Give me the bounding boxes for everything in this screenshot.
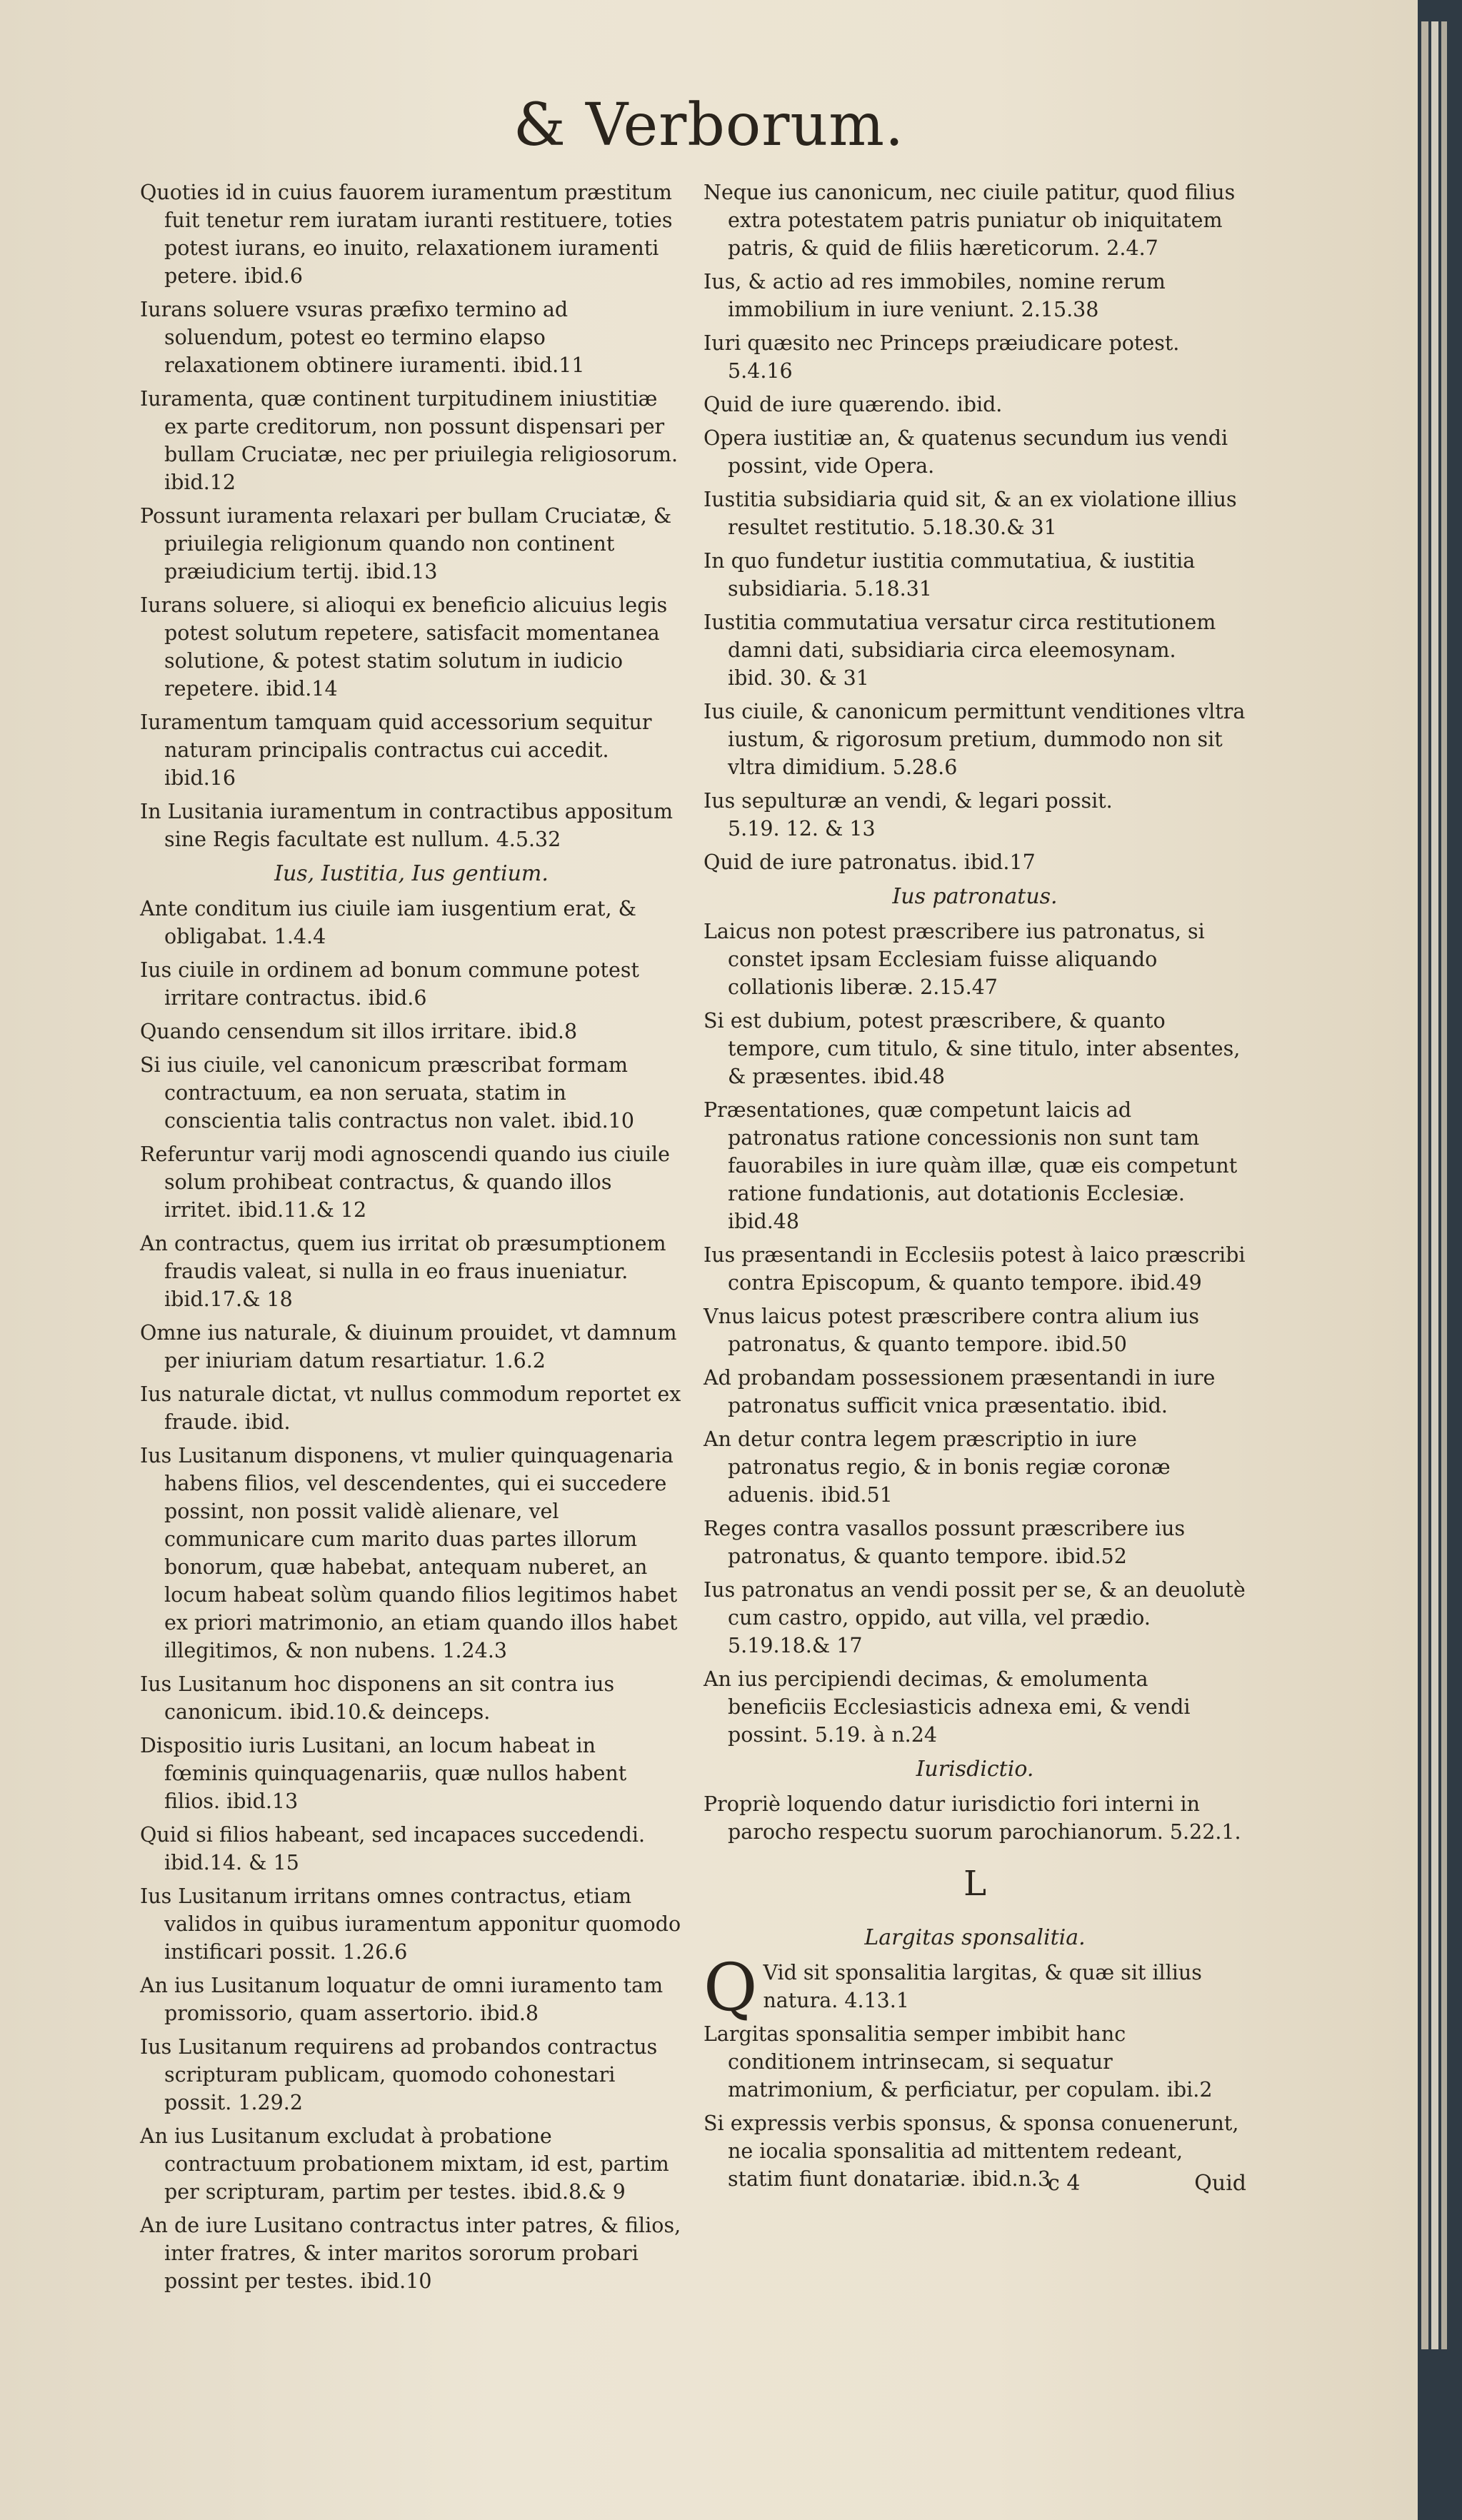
section-heading: Iurisdictio.: [916, 1757, 1034, 1782]
entry-reference: ibid.8: [519, 1020, 578, 1043]
entry-reference: 5.19.18.& 17: [728, 1634, 863, 1657]
entry-reference: 1.24.3: [442, 1639, 508, 1662]
entry-text: Ius ciuile in ordinem ad bonum commune potest irritare contractus.: [140, 958, 639, 1010]
index-entry: [140, 591, 683, 703]
entry-reference: 1.29.2: [238, 2091, 303, 2114]
entry-reference: 4.13.1: [844, 1989, 909, 2012]
index-entry: [140, 1882, 683, 1966]
entry-text: An detur contra legem præscriptio in iure patronatus regio, & in bonis regiæ coronæ aduenis.: [704, 1427, 1171, 1507]
index-entry: [140, 1821, 683, 1877]
entry-text: Iuramenta, quæ continent turpitudinem iniustitiæ ex parte creditorum, non possunt dispensari per bullam Cruciatæ, nec per priuilegia religiosorum.: [140, 387, 679, 466]
entry-reference: ibid.: [244, 1410, 291, 1434]
index-entry: [704, 1096, 1246, 1235]
index-entry: [140, 895, 683, 950]
entry-reference: ibid.6: [368, 986, 427, 1010]
entry-text: Ius Lusitanum irritans omnes contractus, etiam validos in quibus iuramentum apponitur quomodo instificari possit.: [140, 1884, 681, 1964]
entry-reference: ibid. 30. & 31: [728, 666, 869, 690]
entry-reference: ibid.14: [266, 677, 338, 701]
signature-mark: c 4: [1048, 2171, 1081, 2196]
entry-text: In Lusitania iuramentum in contractibus appositum sine Regis facultate est nullum.: [140, 800, 673, 851]
entry-text: Quoties id in cuius fauorem iuramentum præstitum fuit tenetur rem iuratam iuranti restituere, toties potest iurans, eo inuito, relaxationem iuramenti petere.: [140, 181, 673, 288]
index-entry: [140, 1972, 683, 2027]
entry-text: Iustitia commutatiua versatur circa restitutionem damni dati, subsidiaria circa eleemosynam.: [704, 611, 1216, 662]
entry-text: Opera iustitiæ an, & quatenus secundum ius vendi possint, vide Opera.: [704, 426, 1228, 478]
index-entry: [704, 848, 1246, 876]
index-entry: [704, 1302, 1246, 1358]
index-entry: [704, 2020, 1246, 2104]
entry-text: Ius sepulturæ an vendi, & legari possit.: [704, 789, 1113, 813]
entry-reference: 2.15.47: [920, 975, 998, 999]
entry-text: Propriè loquendo datur iurisdictio fori interni in parocho respectu suorum parochianorum.: [704, 1792, 1201, 1844]
entry-reference: ibid.12: [164, 471, 236, 494]
page-edge: [1431, 21, 1438, 2349]
entry-reference: 5.18.30.& 31: [922, 516, 1057, 539]
index-entry: [140, 1140, 683, 1224]
index-entry: [140, 179, 683, 290]
entry-text: An contractus, quem ius irritat ob præsumptionem fraudis valeat, si nulla in eo fraus inueniatur.: [140, 1232, 666, 1283]
page-title: & Verborum.: [513, 91, 905, 159]
entry-text: Si expressis verbis sponsus, & sponsa conuenerunt, ne iocalia sponsalitia ad mittentem redeant, statim fiunt donatariæ.: [704, 2112, 1239, 2191]
entry-text: Vnus laicus potest præscribere contra alium ius patronatus, & quanto tempore.: [704, 1305, 1200, 1356]
entry-text: Ius præsentandi in Ecclesiis potest à laico præscribi contra Episcopum, & quanto tempore.: [704, 1243, 1246, 1295]
entry-reference: ibid.11.& 12: [238, 1198, 367, 1222]
entry-reference: 2.15.38: [1021, 298, 1099, 321]
entry-text: An ius percipiendi decimas, & emolumenta beneficiis Ecclesiasticis adnexa emi, & vendi possint.: [704, 1667, 1191, 1747]
entry-text: Quid de iure patronatus.: [704, 850, 958, 874]
index-entry: [704, 268, 1246, 323]
index-entry: [704, 329, 1246, 385]
entry-reference: 1.26.6: [342, 1940, 408, 1964]
index-entry: [140, 956, 683, 1012]
entry-reference: 5.28.6: [892, 756, 958, 779]
entry-reference: ibid.: [956, 393, 1003, 416]
entry-text: Ad probandam possessionem præsentandi in iure patronatus sufficit vnica præsentatio.: [704, 1366, 1216, 1417]
entry-reference: ibid.6: [244, 264, 303, 288]
entry-text: Ante conditum ius ciuile iam iusgentium erat, & obligabat.: [140, 897, 636, 948]
index-entry: [704, 698, 1246, 781]
entry-reference: ibid.50: [1055, 1332, 1127, 1356]
entry-reference: ibid.: [1122, 1394, 1168, 1417]
entry-reference: ibid.13: [226, 1789, 299, 1813]
index-entry: [140, 502, 683, 586]
entry-text: Si ius ciuile, vel canonicum præscribat formam contractuum, ea non seruata, statim in conscientia talis contractus non valet.: [140, 1053, 629, 1133]
page-edge: [1421, 21, 1428, 2349]
index-entry: [704, 486, 1246, 541]
entry-text: Referuntur varij modi agnoscendi quando ius ciuile solum prohibeat contractus, & quando illos irritet.: [140, 1143, 670, 1222]
entry-text: Ius, & actio ad res immobiles, nomine rerum immobilium in iure veniunt.: [704, 270, 1166, 321]
left-column: [140, 179, 683, 2301]
entry-reference: 1.4.4: [274, 925, 326, 948]
entry-text: Ius ciuile, & canonicum permittunt venditiones vltra iustum, & rigorosum pretium, dummodo non sit vltra dimidium.: [704, 700, 1246, 779]
index-entry: [140, 1732, 683, 1815]
entry-text: Neque ius canonicum, nec ciuile patitur, quod filius extra potestatem patris puniatur ob iniquitatem patris, & quid de filiis hæreticorum.: [704, 181, 1236, 260]
entry-reference: ibid.52: [1055, 1545, 1127, 1568]
index-entry: [140, 1051, 683, 1135]
index-entry: [140, 1380, 683, 1436]
index-entry: [140, 296, 683, 379]
entry-reference: ibid.16: [164, 766, 236, 790]
index-entry: [704, 1790, 1246, 1846]
entry-text: Ius Lusitanum disponens, vt mulier quinquagenaria habens filios, vel descendentes, qui ei succedere possint, non possit validè alienare, vel communicare cum marito duas partes illorum bonorum, quæ habebat, antequam nuberet, an locum habeat solùm quando filios legitimos habet ex priori matrimonio, an etiam quando illos habet illegitimos, & non nubens.: [140, 1444, 678, 1662]
index-entry: [704, 179, 1246, 262]
entry-reference: ibid.10: [360, 2269, 432, 2293]
entry-reference: ibid.17: [963, 850, 1036, 874]
entry-reference: 5.19. 12. & 13: [728, 817, 876, 840]
index-entry: [704, 1949, 1246, 2026]
entry-reference: ibid.14. & 15: [164, 1851, 299, 1874]
index-entry: [704, 1576, 1246, 1660]
entry-text: Ius naturale dictat, vt nullus commodum reportet ex fraude.: [140, 1382, 681, 1434]
entry-text: Si est dubium, potest præscribere, & quanto tempore, cum titulo, & sine titulo, inter absentes, & præsentes.: [704, 1009, 1241, 1088]
index-entry: [704, 1241, 1246, 1297]
index-entry: [140, 385, 683, 496]
entry-text: Omne ius naturale, & diuinum prouidet, vt damnum per iniuriam datum resartiatur.: [140, 1321, 677, 1372]
entry-text: An de iure Lusitano contractus inter patres, & filios, inter fratres, & inter maritos sororum probari possint per testes.: [140, 2214, 681, 2293]
entry-text: Possunt iuramenta relaxari per bullam Cruciatæ, & priuilegia religionum quando non continent præiudicium tertij.: [140, 504, 672, 583]
section-heading: Largitas sponsalitia.: [864, 1925, 1086, 1950]
index-entry: [140, 2212, 683, 2295]
entry-reference: 5.4.16: [728, 359, 793, 383]
index-entry: [140, 708, 683, 792]
index-entry: [704, 918, 1246, 1001]
entry-text: Iustitia subsidiaria quid sit, & an ex violatione illius resultet restitutio.: [704, 488, 1237, 539]
section-heading: Ius patronatus.: [892, 884, 1058, 909]
entry-reference: 5.18.31: [854, 577, 932, 601]
entry-text: Quid de iure quærendo.: [704, 393, 951, 416]
entry-text: Dispositio iuris Lusitani, an locum habeat in fœminis quinquagenariis, quæ nullos habent filios.: [140, 1734, 627, 1813]
index-entry: [140, 2122, 683, 2206]
catchword: Quid: [1194, 2171, 1246, 2196]
entry-text: An ius Lusitanum loquatur de omni iuramento tam promissorio, quam assertorio.: [140, 1974, 664, 2025]
entry-reference: 1.6.2: [494, 1349, 546, 1372]
entry-text: Ius Lusitanum requirens ad probandos contractus scripturam publicam, quomodo cohonestari possit.: [140, 2035, 658, 2114]
index-entry: [704, 787, 1246, 843]
entry-reference: ibid.17.& 18: [164, 1287, 293, 1311]
index-entry: [140, 1319, 683, 1375]
entry-text: Ius Lusitanum hoc disponens an sit contra ius canonicum.: [140, 1672, 615, 1724]
page-edge: [1441, 21, 1447, 2349]
entry-reference: ibid.8.& 9: [523, 2180, 626, 2204]
entry-reference: ibid.11: [513, 353, 585, 377]
index-entry: [140, 798, 683, 853]
index-entry: [704, 1425, 1246, 1509]
index-entry: [704, 547, 1246, 603]
index-entry: [704, 1665, 1246, 1749]
index-entry: [704, 1515, 1246, 1570]
index-entry: [140, 1442, 683, 1665]
entry-reference: 5.19. à n.24: [814, 1723, 938, 1747]
index-entry: [704, 424, 1246, 480]
index-entry: [704, 391, 1246, 418]
entry-reference: ibid.13: [366, 560, 438, 583]
entry-text: Quid si filios habeant, sed incapaces succedendi.: [140, 1823, 646, 1847]
entry-reference: 4.5.32: [496, 828, 561, 851]
entry-reference: ibi.2: [1166, 2078, 1213, 2102]
entry-reference: 5.22.1.: [1169, 1820, 1241, 1844]
entry-reference: ibid.48: [873, 1065, 946, 1088]
entry-text: Iurans soluere, si alioqui ex beneficio alicuius legis potest solutum repetere, satisfacit momentanea solutione, & potest statim solutum in iudicio repetere.: [140, 593, 668, 701]
entry-text: In quo fundetur iustitia commutatiua, & iustitia subsidiaria.: [704, 549, 1196, 601]
page-footer: [704, 2171, 1246, 2207]
entry-reference: ibid.8: [480, 2002, 539, 2025]
entry-text: Quando censendum sit illos irritare.: [140, 1020, 513, 1043]
entry-text: Iuri quæsito nec Princeps præiudicare potest.: [704, 331, 1180, 355]
section-heading: Ius, Iustitia, Ius gentium.: [274, 861, 549, 886]
entry-reference: ibid.n.3: [972, 2167, 1051, 2191]
index-entry: [140, 1230, 683, 1313]
entry-reference: ibid.10: [562, 1109, 634, 1133]
entry-text: An ius Lusitanum excludat à probatione contractuum probationem mixtam, id est, partim per scripturam, partim per testes.: [140, 2124, 669, 2204]
entry-text: Reges contra vasallos possunt præscribere ius patronatus, & quanto tempore.: [704, 1517, 1186, 1568]
index-entry: [140, 2033, 683, 2117]
entry-text: Vid sit sponsalitia largitas, & quæ sit illius natura.: [763, 1961, 1202, 2012]
index-entry: [704, 1364, 1246, 1420]
entry-text: Præsentationes, quæ competunt laicis ad patronatus ratione concessionis non sunt tam fauorabiles in iure quàm illæ, quæ eis competunt ratione fundationis, aut dotationis Ecclesiæ.: [704, 1098, 1238, 1205]
index-entry: [140, 1670, 683, 1726]
entry-reference: ibid.49: [1130, 1271, 1202, 1295]
entry-text: Iuramentum tamquam quid accessorium sequitur naturam principalis contractus cui accedit.: [140, 711, 652, 762]
entry-reference: ibid.10.& deinceps.: [289, 1700, 491, 1724]
drop-cap: Q: [704, 1949, 758, 2026]
entry-reference: ibid.48: [728, 1210, 800, 1233]
entry-text: Iurans soluere vsuras præfixo termino ad soluendum, potest eo termino elapso relaxationem obtinere iuramenti.: [140, 298, 569, 377]
entry-reference: ibid.51: [821, 1483, 893, 1507]
index-entry: [704, 1007, 1246, 1090]
entry-reference: 2.4.7: [1106, 236, 1158, 260]
index-entry: [140, 1018, 683, 1045]
entry-text: Laicus non potest præscribere ius patronatus, si constet ipsam Ecclesiam fuisse aliquando collationis liberæ.: [704, 920, 1205, 999]
index-entry: [704, 608, 1246, 692]
entry-text: Largitas sponsalitia semper imbibit hanc conditionem intrinsecam, si sequatur matrimonium, & perficiatur, per copulam.: [704, 2022, 1161, 2102]
entry-text: Ius patronatus an vendi possit per se, & an deuolutè cum castro, oppido, aut villa, vel prædio.: [704, 1578, 1246, 1630]
section-letter: L: [963, 1864, 986, 1904]
right-column: [704, 179, 1246, 2199]
